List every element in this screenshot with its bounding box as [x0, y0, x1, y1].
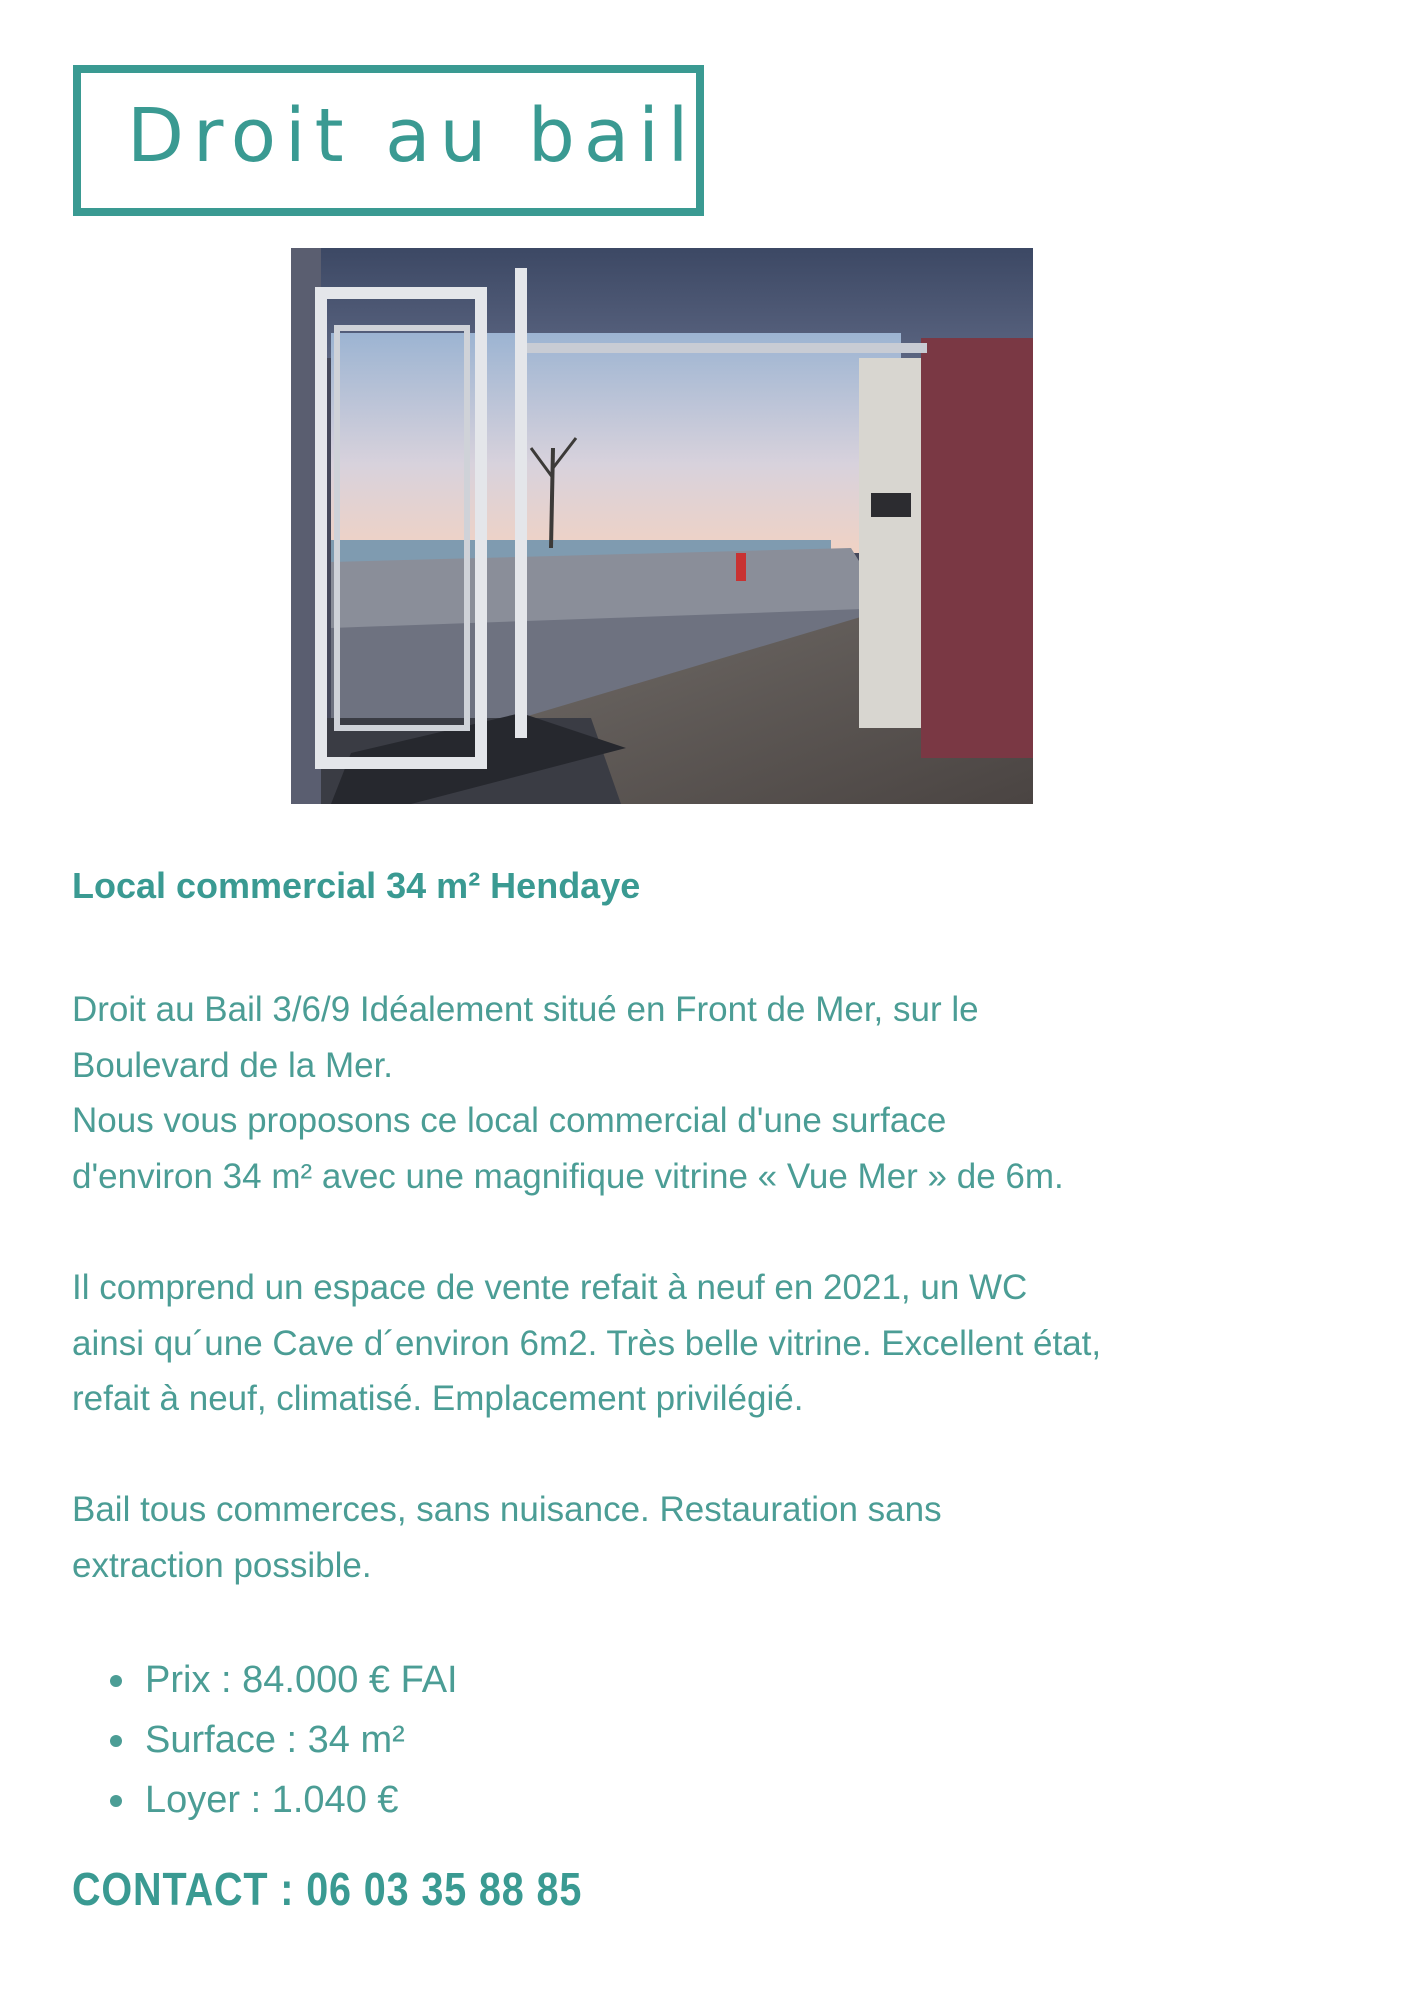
detail-text: Prix : 84.000 € FAI	[145, 1659, 458, 1701]
features-line: refait à neuf, climatisé. Emplacement privilégié.	[72, 1379, 804, 1418]
lease-line: Bail tous commerces, sans nuisance. Restauration sans	[72, 1490, 942, 1529]
description-paragraph	[72, 982, 1064, 1204]
description-line: Droit au Bail 3/6/9 Idéalement situé en Front de Mer, sur le	[72, 990, 979, 1029]
detail-rent	[72, 1770, 458, 1830]
title-frame	[73, 65, 704, 216]
lease-line: extraction possible.	[72, 1545, 372, 1585]
lease-paragraph	[72, 1482, 942, 1593]
features-line: Il comprend un espace de vente refait à neuf en 2021, un WC	[72, 1268, 1028, 1307]
page-title: Droit au bail	[127, 93, 698, 179]
description-line: Boulevard de la Mer.	[72, 1045, 394, 1085]
features-line: ainsi qu´une Cave d´environ 6m2. Très belle vitrine. Excellent état,	[72, 1323, 1102, 1363]
bullet-icon	[110, 1795, 122, 1807]
detail-surface	[72, 1710, 458, 1770]
bullet-icon	[110, 1675, 122, 1687]
detail-text: Surface : 34 m²	[145, 1719, 405, 1761]
details-list	[72, 1650, 458, 1830]
contact-phone: CONTACT : 06 03 35 88 85	[72, 1863, 583, 1915]
description-line: d'environ 34 m² avec une magnifique vitrine « Vue Mer » de 6m.	[72, 1156, 1064, 1196]
features-paragraph	[72, 1260, 1101, 1427]
shopfront-photo	[291, 248, 1033, 804]
bullet-icon	[110, 1735, 122, 1747]
description-line: Nous vous proposons ce local commercial d'une surface	[72, 1101, 947, 1140]
listing-heading: Local commercial 34 m² Hendaye	[72, 865, 641, 906]
detail-price	[72, 1650, 458, 1710]
detail-text: Loyer : 1.040 €	[145, 1779, 399, 1821]
shopfront-sea-view-photo	[291, 248, 1033, 804]
